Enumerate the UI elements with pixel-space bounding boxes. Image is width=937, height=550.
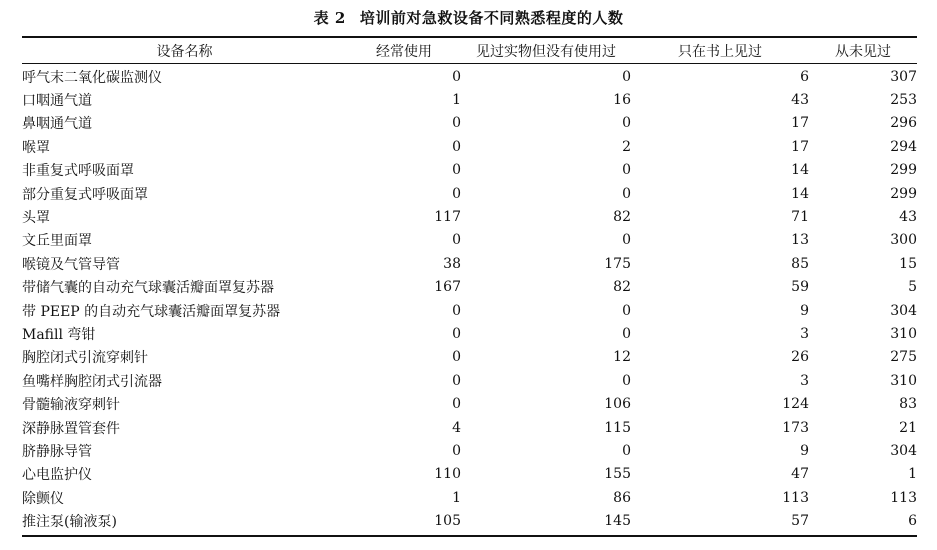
table-row <box>22 229 917 252</box>
device-name-cell: 心电监护仪 <box>22 467 92 484</box>
never-seen-cell: 310 <box>890 325 917 342</box>
never-seen-cell: 21 <box>899 419 917 436</box>
device-name-cell: 部分重复式呼吸面罩 <box>22 186 148 203</box>
never-seen-cell: 6 <box>908 513 917 530</box>
seen-in-books-cell: 14 <box>791 162 809 179</box>
never-seen-cell: 43 <box>899 209 917 226</box>
device-name-cell: 脐静脉导管 <box>22 443 92 460</box>
seen-not-used-cell: 82 <box>613 209 631 226</box>
table-row <box>22 299 917 322</box>
table-row <box>22 392 917 415</box>
never-seen-cell: 304 <box>890 442 917 459</box>
seen-not-used-cell: 0 <box>622 302 631 319</box>
table-header-row <box>22 39 917 63</box>
seen-not-used-cell: 12 <box>613 349 631 366</box>
device-name-cell: 带 PEEP 的自动充气球囊活瓣面罩复苏器 <box>22 303 281 320</box>
seen-in-books-cell: 85 <box>791 255 809 272</box>
device-name-cell: 鱼嘴样胸腔闭式引流器 <box>22 373 162 390</box>
device-name-cell: 非重复式呼吸面罩 <box>22 163 134 180</box>
often-used-cell: 1 <box>452 489 461 506</box>
often-used-cell: 0 <box>452 302 461 319</box>
never-seen-cell: 310 <box>890 372 917 389</box>
seen-in-books-cell: 14 <box>791 185 809 202</box>
device-name-cell: 喉罩 <box>22 139 50 156</box>
often-used-cell: 0 <box>452 442 461 459</box>
seen-not-used-cell: 115 <box>604 419 631 436</box>
often-used-cell: 0 <box>452 396 461 413</box>
often-used-cell: 167 <box>434 279 461 296</box>
table-row <box>22 346 917 369</box>
often-used-cell: 0 <box>452 115 461 132</box>
table-row <box>22 159 917 182</box>
often-used-cell: 110 <box>434 466 461 483</box>
table-caption <box>0 9 937 27</box>
often-used-cell: 38 <box>443 255 461 272</box>
column-header-seen-in-books: 只在书上见过 <box>678 44 762 60</box>
seen-not-used-cell: 0 <box>622 232 631 249</box>
table-row <box>22 463 917 486</box>
table-row <box>22 276 917 299</box>
column-header-never-seen: 从未见过 <box>835 44 891 60</box>
seen-not-used-cell: 175 <box>604 255 631 272</box>
often-used-cell: 0 <box>452 372 461 389</box>
often-used-cell: 105 <box>434 513 461 530</box>
table-row <box>22 205 917 228</box>
table-row <box>22 369 917 392</box>
often-used-cell: 4 <box>452 419 461 436</box>
table-row <box>22 112 917 135</box>
table-row <box>22 88 917 111</box>
seen-not-used-cell: 155 <box>604 466 631 483</box>
table-row <box>22 439 917 462</box>
column-header-device-name: 设备名称 <box>156 44 213 60</box>
device-name-cell: 深静脉置管套件 <box>22 420 120 437</box>
column-header-often-used: 经常使用 <box>376 44 432 60</box>
seen-not-used-cell: 0 <box>622 442 631 459</box>
device-name-cell: 文丘里面罩 <box>22 233 92 250</box>
often-used-cell: 0 <box>452 349 461 366</box>
device-name-cell: 头罩 <box>22 210 50 227</box>
table-row <box>22 509 917 532</box>
often-used-cell: 0 <box>452 138 461 155</box>
data-table <box>22 39 917 533</box>
table-title: 培训前对急救设备不同熟悉程度的人数 <box>359 9 624 27</box>
never-seen-cell: 1 <box>908 466 917 483</box>
seen-in-books-cell: 3 <box>800 372 809 389</box>
often-used-cell: 0 <box>452 162 461 179</box>
seen-in-books-cell: 9 <box>800 442 809 459</box>
seen-in-books-cell: 173 <box>782 419 809 436</box>
seen-in-books-cell: 17 <box>791 115 809 132</box>
never-seen-cell: 299 <box>890 185 917 202</box>
never-seen-cell: 275 <box>890 349 917 366</box>
seen-not-used-cell: 82 <box>613 279 631 296</box>
table-number: 表 2 <box>313 9 346 27</box>
table-row <box>22 182 917 205</box>
seen-not-used-cell: 0 <box>622 325 631 342</box>
seen-in-books-cell: 124 <box>782 396 809 413</box>
seen-in-books-cell: 9 <box>800 302 809 319</box>
device-name-cell: 骨髓输液穿刺针 <box>22 397 120 414</box>
seen-in-books-cell: 113 <box>782 489 809 506</box>
device-name-cell: 鼻咽通气道 <box>22 116 92 133</box>
device-name-cell: 除颤仪 <box>22 490 64 507</box>
seen-not-used-cell: 145 <box>604 513 631 530</box>
table-body <box>22 63 917 533</box>
never-seen-cell: 15 <box>899 255 917 272</box>
never-seen-cell: 5 <box>908 279 917 296</box>
table-row <box>22 252 917 275</box>
bottom-rule <box>22 535 917 537</box>
seen-not-used-cell: 0 <box>622 372 631 389</box>
table-row <box>22 416 917 439</box>
often-used-cell: 0 <box>452 185 461 202</box>
table-row <box>22 486 917 509</box>
device-name-cell: 带储气囊的自动充气球囊活瓣面罩复苏器 <box>22 280 274 297</box>
seen-not-used-cell: 0 <box>622 115 631 132</box>
often-used-cell: 0 <box>452 68 461 85</box>
never-seen-cell: 307 <box>890 68 917 85</box>
seen-in-books-cell: 13 <box>791 232 809 249</box>
table-row <box>22 322 917 345</box>
device-name-cell: 推注泵(输液泵) <box>22 514 117 531</box>
seen-in-books-cell: 47 <box>791 466 809 483</box>
seen-in-books-cell: 26 <box>791 349 809 366</box>
seen-in-books-cell: 6 <box>800 68 809 85</box>
never-seen-cell: 294 <box>890 138 917 155</box>
device-name-cell: Mafill 弯钳 <box>22 326 96 343</box>
seen-in-books-cell: 17 <box>791 138 809 155</box>
often-used-cell: 0 <box>452 232 461 249</box>
seen-not-used-cell: 16 <box>613 92 631 109</box>
seen-in-books-cell: 43 <box>791 92 809 109</box>
table-row <box>22 63 917 88</box>
never-seen-cell: 296 <box>890 115 917 132</box>
top-rule <box>22 36 917 38</box>
never-seen-cell: 304 <box>890 302 917 319</box>
seen-not-used-cell: 2 <box>622 138 631 155</box>
seen-not-used-cell: 0 <box>622 68 631 85</box>
seen-in-books-cell: 59 <box>791 279 809 296</box>
never-seen-cell: 253 <box>890 92 917 109</box>
never-seen-cell: 113 <box>890 489 917 506</box>
never-seen-cell: 300 <box>890 232 917 249</box>
often-used-cell: 0 <box>452 325 461 342</box>
seen-in-books-cell: 3 <box>800 325 809 342</box>
column-header-seen-not-used: 见过实物但没有使用过 <box>476 44 616 60</box>
device-name-cell: 喉镜及气管导管 <box>22 256 120 273</box>
device-name-cell: 口咽通气道 <box>22 93 92 110</box>
never-seen-cell: 83 <box>899 396 917 413</box>
often-used-cell: 1 <box>452 92 461 109</box>
device-name-cell: 呼气末二氧化碳监测仪 <box>22 69 162 86</box>
table-row <box>22 135 917 158</box>
often-used-cell: 117 <box>434 209 461 226</box>
seen-not-used-cell: 106 <box>604 396 631 413</box>
never-seen-cell: 299 <box>890 162 917 179</box>
device-name-cell: 胸腔闭式引流穿刺针 <box>22 350 148 367</box>
seen-in-books-cell: 71 <box>791 209 809 226</box>
seen-not-used-cell: 0 <box>622 185 631 202</box>
seen-in-books-cell: 57 <box>791 513 809 530</box>
seen-not-used-cell: 86 <box>613 489 631 506</box>
seen-not-used-cell: 0 <box>622 162 631 179</box>
